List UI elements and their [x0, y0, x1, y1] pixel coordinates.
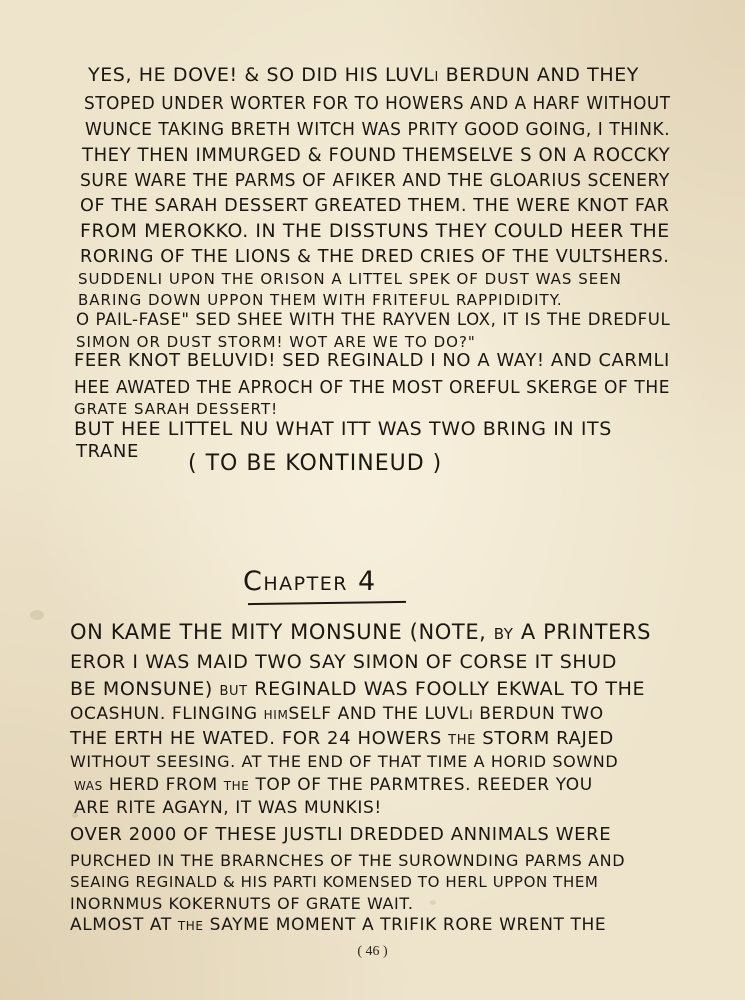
text-line: GRATE SARAH DESSERT! — [74, 400, 279, 418]
text-line: EROR I WAS MAID TWO SAY SIMON OF CORSE IT SHUD — [70, 651, 617, 673]
text-line: INORNMUS KOKERNUTS OF GRATE WAIT. — [70, 894, 414, 913]
text-line: WUNCE TAKING BRETH WITCH WAS PRITY GOOD GOING, I THINK. — [85, 119, 671, 140]
text-line: OF THE SARAH DESSERT GREATED THEM. THE WERE KNOT FAR — [80, 195, 670, 216]
text-line: ARE RITE AGAYN, IT WAS MUNKIS! — [74, 798, 382, 818]
text-line: ALMOST AT the SAYME MOMENT A TRIFIK RORE WRENT THE — [70, 915, 607, 935]
text-line: OVER 2000 OF THESE JUSTLI DREDDED ANNIMALS WERE — [70, 824, 612, 845]
text-line: BUT HEE LITTEL NU WHAT ITT WAS TWO BRING IN ITS — [74, 418, 612, 440]
text-line: BARING DOWN UPPON THEM WITH FRITEFUL RAPPIDIDITY. — [78, 291, 563, 309]
to-be-continued: ( TO BE KONTINEUD ) — [188, 451, 443, 476]
text-line: SIMON OR DUST STORM! WOT ARE WE TO DO?" — [76, 333, 476, 351]
text-line: O PAIL-FASE" SED SHEE WITH THE RAYVEN LOX, IT IS THE DREDFUL — [76, 310, 671, 330]
chapter-heading: Chapter 4 — [243, 566, 377, 597]
text-line: THE ERTH HE WATED. FOR 24 HOWERS the STORM RAJED — [70, 728, 614, 749]
text-line: TRANE — [76, 441, 139, 462]
text-line: RORING OF THE LIONS & THE DRED CRIES OF THE VULTSHERS. — [80, 246, 670, 267]
text-line: SEAING REGINALD & HIS PARTI KOMENSED TO HERL UPPON THEM — [70, 873, 599, 891]
text-line: PURCHED IN THE BRARNCHES OF THE SUROWNDING PARMS AND — [70, 851, 626, 870]
text-line: was HERD FROM the TOP OF THE PARMTRES. REEDER YOU — [74, 775, 593, 795]
text-line: ON KAME THE MITY MONSUNE (NOTE, by A PRINTERS — [70, 620, 652, 644]
text-line: SURE WARE THE PARMS OF AFIKER AND THE GLOARIUS SCENERY — [80, 170, 670, 191]
text-line: HEE AWATED THE APROCH OF THE MOST OREFUL SKERGE OF THE — [74, 377, 671, 398]
text-line: STOPED UNDER WORTER FOR TO HOWERS AND A HARF WITHOUT — [84, 93, 671, 114]
text-line: SUDDENLI UPON THE ORISON A LITTEL SPEK OF DUST WAS SEEN — [78, 270, 622, 288]
text-line: YES, HE DOVE! & SO DID HIS LUVLi BERDUN AND THEY — [88, 64, 640, 86]
text-line: THEY THEN IMMURGED & FOUND THEMSELVE S ON A ROCCKY — [82, 144, 671, 166]
text-line: FEER KNOT BELUVID! SED REGINALD I NO A WAY! AND CARMLI — [74, 350, 670, 371]
text-line: OCASHUN. FLINGING himSELF AND THE LUVLi BERDUN TWO — [70, 704, 604, 724]
text-line: BE MONSUNE) but REGINALD WAS FOOLLY EKWAL TO THE — [70, 678, 646, 700]
text-line: WITHOUT SEESING. AT THE END OF THAT TIME A HORID SOWND — [70, 752, 619, 771]
text-line: FROM MEROKKO. IN THE DISSTUNS THEY COULD HEER THE — [80, 220, 670, 242]
page-number: ( 46 ) — [357, 944, 388, 959]
